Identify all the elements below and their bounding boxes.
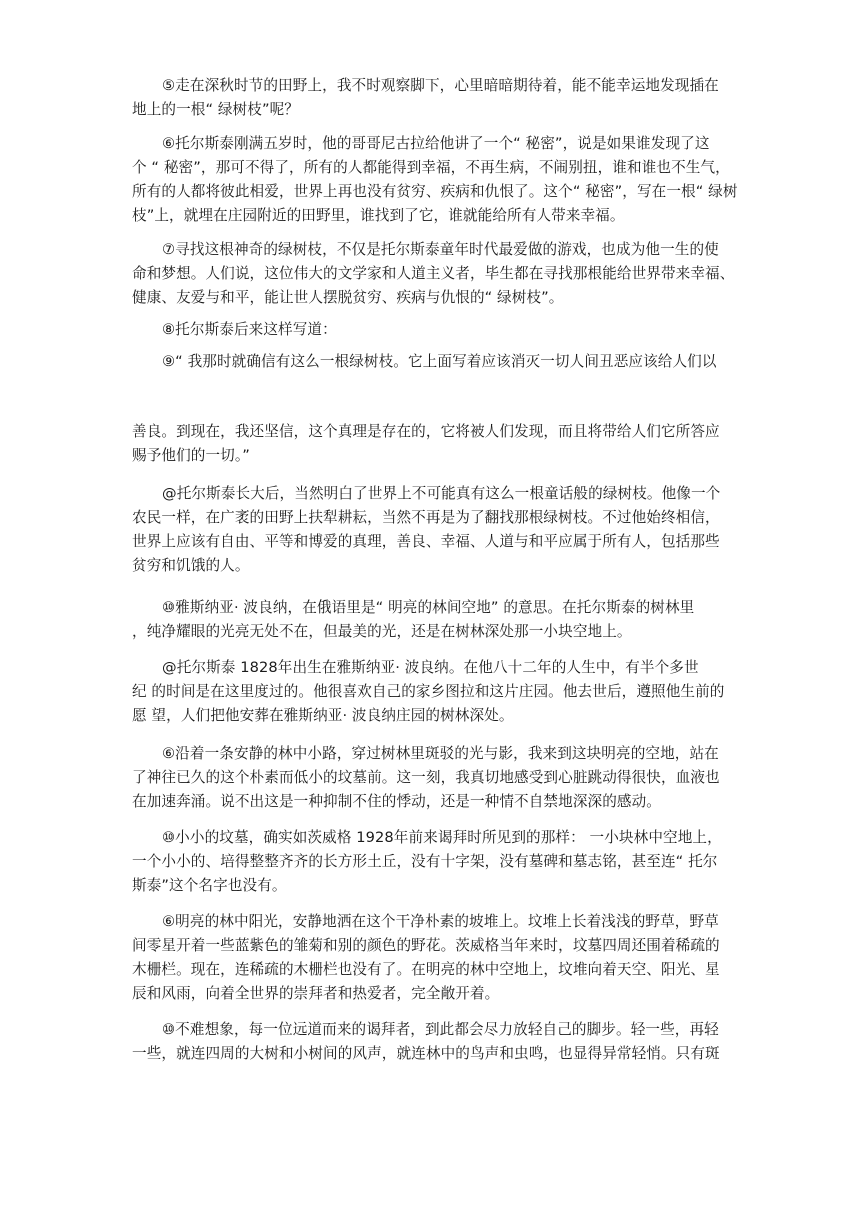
paragraph-6-line-1: ⑥托尔斯泰刚满五岁时，他的哥哥尼古拉给他讲了一个“ 秘密”，说是如果谁发现了这 (162, 135, 710, 152)
paragraph-12-line-2: 纪 的时间是在这里度过的。他很喜欢自己的家乡图拉和这片庄园。他去世后，遵照他生前的 (132, 683, 725, 700)
paragraph-12-line-1: @托尔斯泰 1828年出生在雅斯纳亚· 波良纳。在他八十二年的人生中，有半个多世 (162, 659, 699, 676)
paragraph-10-line-4: 贫穷和饥饿的人。 (132, 557, 250, 574)
paragraph-16-line-2: 一些，就连四周的大树和小树间的风声，就连林中的鸟声和虫鸣，也显得异常轻悄。只有斑 (132, 1045, 720, 1062)
paragraph-11-line-1: ⑩雅斯纳亚· 波良纳，在俄语里是“ 明亮的林间空地” 的意思。在托尔斯泰的树林里 (162, 599, 695, 616)
paragraph-13-line-1: ⑥沿着一条安静的林中小路，穿过树林里斑驳的光与影，我来到这块明亮的空地，站在 (162, 745, 719, 762)
paragraph-14-line-1: ⑩小小的坟墓，确实如茨威格 1928年前来谒拜时所见到的那样： 一小块林中空地上， (162, 829, 722, 846)
paragraph-10-line-2: 农民一样，在广袤的田野上扶犁耕耘，当然不再是为了翻找那根绿树枝。不过他始终相信， (132, 509, 720, 526)
paragraph-11-line-2: ，纯净耀眼的光亮无处不在，但最美的光，还是在树林深处那一小块空地上。 (132, 623, 632, 640)
paragraph-7-line-3: 健康、友爱与和平，能让世人摆脱贫穷、疾病与仇恨的“ 绿树枝”。 (132, 289, 564, 306)
paragraph-10-line-3: 世界上应该有自由、平等和博爱的真理，善良、幸福、人道与和平应属于所有人，包括那些 (132, 533, 720, 550)
paragraph-7-line-2: 命和梦想。人们说，这位伟大的文学家和人道主义者，毕生都在寻找那根能给世界带来幸福、 (132, 265, 735, 282)
paragraph-15-line-4: 辰和风雨，向着全世界的崇拜者和热爱者，完全敞开着。 (132, 985, 500, 1002)
paragraph-16-line-1: ⑩不难想象，每一位远道而来的谒拜者，到此都会尽力放轻自己的脚步。轻一些，再轻 (162, 1021, 719, 1038)
paragraph-9-cont-line-2: 赐予他们的一切。” (132, 447, 250, 464)
paragraph-8-line-1: ⑧托尔斯泰后来这样写道： (162, 321, 337, 338)
paragraph-9-line-1: ⑨“ 我那时就确信有这么一根绿树枝。它上面写着应该消灭一切人间丑恶应该给人们以 (162, 353, 717, 370)
paragraph-6-line-3: 所有的人都将彼此相爱，世界上再也没有贫穷、疾病和仇恨了。这个“ 秘密”，写在一根“ 绿树 (132, 183, 738, 200)
paragraph-15-line-1: ⑥明亮的林中阳光，安静地洒在这个干净朴素的坡堆上。坟堆上长着浅浅的野草，野草 (162, 913, 719, 930)
paragraph-5-line-2: 地上的一根“ 绿树枝”呢？ (132, 101, 299, 118)
paragraph-14-line-3: 斯泰”这个名字也没有。 (132, 877, 287, 894)
paragraph-9-cont-line-1: 善良。到现在，我还坚信，这个真理是存在的，它将被人们发现，而且将带给人们它所答应 (132, 423, 720, 440)
paragraph-6-line-2: 个 “ 秘密”，那可不得了，所有的人都能得到幸福，不再生病，不闹别扭，谁和谁也不生气， (132, 159, 730, 176)
paragraph-15-line-2: 间零星开着一些蓝紫色的雏菊和别的颜色的野花。茨威格当年来时，坟墓四周还围着稀疏的 (132, 937, 720, 954)
paragraph-5-line-1: ⑤走在深秋时节的田野上，我不时观察脚下，心里暗暗期待着，能不能幸运地发现插在 (162, 77, 719, 94)
paragraph-7-line-1: ⑦寻找这根神奇的绿树枝，不仅是托尔斯泰童年时代最爱做的游戏，也成为他一生的使 (162, 241, 719, 258)
paragraph-14-line-2: 一个小小的、培得整整齐齐的长方形土丘，没有十字架，没有墓碑和墓志铭，甚至连“ 托尔 (132, 853, 718, 870)
paragraph-12-line-3: 愿 望，人们把他安葬在雅斯纳亚· 波良纳庄园的树林深处。 (132, 707, 514, 724)
paragraph-6-line-4: 枝”上，就埋在庄园附近的田野里，谁找到了它，谁就能给所有人带来幸福。 (132, 207, 625, 224)
paragraph-15-line-3: 木栅栏。现在，连稀疏的木栅栏也没有了。在明亮的林中空地上，坟堆向着天空、阳光、星 (132, 961, 720, 978)
paragraph-10-line-1: @托尔斯泰长大后，当然明白了世界上不可能真有这么一根童话般的绿树枝。他像一个 (162, 485, 721, 502)
paragraph-13-line-2: 了神往已久的这个朴素而低小的坟墓前。这一刻，我真切地感受到心脏跳动得很快，血液也 (132, 769, 720, 786)
paragraph-13-line-3: 在加速奔涌。说不出这是一种抑制不住的悸动，还是一种情不自禁地深深的感动。 (132, 793, 661, 810)
